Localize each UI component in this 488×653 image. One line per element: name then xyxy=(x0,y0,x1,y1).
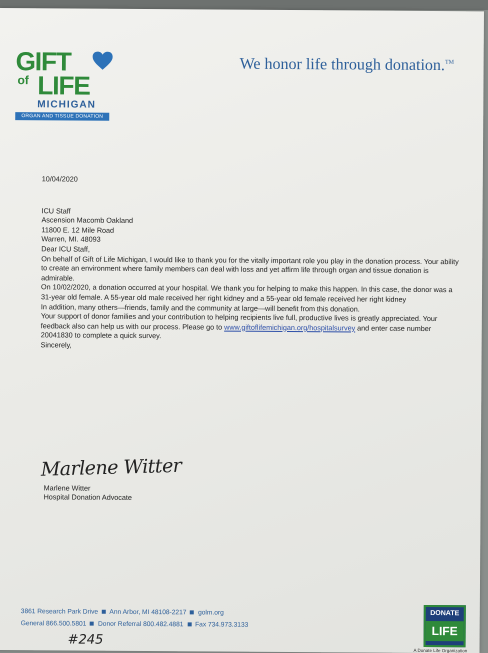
letter-body xyxy=(41,174,462,352)
logo-subtitle: ORGAN AND TISSUE DONATION xyxy=(15,112,109,121)
logo-life-text: LIFE xyxy=(37,70,90,101)
separator-square-icon xyxy=(90,622,94,626)
survey-text-before: Your support of donor families and your contribution to helping recipients live full, productive lives is greatly appreciated. Your feedback also can help us with our process. Please go to xyxy=(40,311,438,332)
separator-square-icon xyxy=(102,610,106,614)
footer-general-phone: General 866.500.5801 xyxy=(20,620,87,628)
gift-of-life-logo xyxy=(15,46,126,120)
footer-web: golm.org xyxy=(198,609,224,617)
recipient-address xyxy=(41,206,461,247)
handwritten-note: #245 xyxy=(67,632,104,648)
donate-life-top-text: DONATE xyxy=(430,610,460,618)
logo-gift-text: GIFT xyxy=(15,46,71,77)
logo-state-text: MICHIGAN xyxy=(37,99,96,111)
address-line: 11800 E. 12 Mile Road xyxy=(41,225,115,235)
address-line: Warren, MI. 48093 xyxy=(41,234,101,245)
signer-name: Marlene Witter xyxy=(43,483,91,493)
separator-square-icon xyxy=(190,611,194,615)
footer-line-2 xyxy=(21,618,249,632)
handwritten-signature: Marlene Witter xyxy=(40,454,182,481)
letter-sheet xyxy=(0,8,484,653)
paragraph-survey xyxy=(41,311,461,343)
donate-life-caption: A Donate Life Organization xyxy=(413,647,468,653)
address-line: ICU Staff xyxy=(41,205,71,216)
survey-link[interactable]: www.giftoflifemichigan.org/hospitalsurvey xyxy=(224,322,356,333)
signer-title: Hospital Donation Advocate xyxy=(43,492,132,502)
letter-date: 10/04/2020 xyxy=(41,174,78,184)
donate-life-logo xyxy=(424,605,466,647)
separator-square-icon xyxy=(187,623,191,627)
logo-of-text: of xyxy=(17,73,29,88)
salutation: Dear ICU Staff, xyxy=(41,244,90,254)
address-line: Ascension Macomb Oakland xyxy=(41,215,134,226)
footer-referral-phone: Donor Referral 800.482.4881 xyxy=(98,620,184,629)
closing: Sincerely, xyxy=(40,340,72,350)
footer-fax: Fax 734.973.3133 xyxy=(195,621,249,629)
footer-address: 3861 Research Park Drive xyxy=(20,608,99,616)
trademark-mark: TM xyxy=(444,59,454,66)
footer-city: Ann Arbor, MI 48108-2217 xyxy=(109,608,187,617)
tagline xyxy=(240,56,454,75)
heart-icon xyxy=(92,51,114,71)
tagline-text: We honor life through donation. xyxy=(239,55,446,75)
paragraph-benefit: In addition, many others—friends, family and the community at large—will benefit from this donation. xyxy=(40,301,360,314)
survey-text-after: and enter case number 20041830 to complete a quick survey. xyxy=(40,323,432,341)
paragraph-thanks: On behalf of Gift of Life Michigan, I would like to thank you for the vitally important role you play in the donation process. Your ability to create an environment where family members can deal with loss and yet affirm life through organ and tissue donation is admirable. xyxy=(41,253,459,283)
paragraph-donation-details: On 10/02/2020, a donation occurred at your hospital. We thank you for helping to make this happen. In this case, the donor was a 31-year old female. A 55-year old male received her right kidney and a 55-year old female received her right kidney xyxy=(40,282,453,304)
donate-life-bottom-text: LIFE xyxy=(426,621,464,641)
footer-contact xyxy=(21,606,249,632)
